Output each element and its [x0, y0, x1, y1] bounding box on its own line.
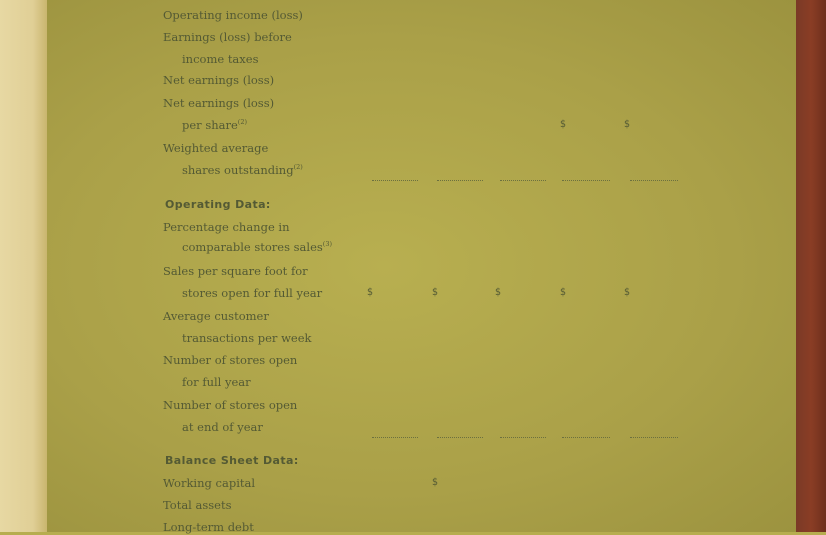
row-label: income taxes — [182, 52, 259, 66]
row-label: for full year — [182, 375, 251, 389]
row-label: Earnings (loss) before — [163, 30, 292, 44]
section-title: Operating Data: — [165, 198, 271, 211]
page-left-edge — [0, 0, 47, 532]
row-label: Working capital — [163, 476, 256, 490]
row-label-text: per share — [182, 118, 238, 132]
row-label: Long-term debt — [163, 520, 254, 534]
row-label-text: shares outstanding — [182, 163, 294, 177]
dollar-sign: $ — [367, 287, 374, 298]
row-label: Average customer — [163, 309, 269, 323]
book-cover-edge — [796, 0, 826, 532]
row-label: Total assets — [163, 498, 232, 512]
row-label: Operating income (loss) — [163, 8, 303, 22]
row-label: Weighted average — [163, 141, 269, 155]
dollar-sign: $ — [495, 287, 502, 298]
dollar-sign: $ — [432, 287, 439, 298]
row-label: Number of stores open — [163, 398, 298, 412]
row-label: Net earnings (loss) — [163, 73, 275, 87]
section-title: Balance Sheet Data: — [165, 454, 299, 467]
report-page — [47, 0, 796, 532]
dollar-sign: $ — [432, 477, 439, 488]
row-label: stores open for full year — [182, 286, 323, 300]
row-label: Net earnings (loss) — [163, 96, 275, 110]
dollar-sign: $ — [560, 287, 567, 298]
footnote-ref: (2) — [293, 163, 303, 172]
row-label: transactions per week — [182, 331, 312, 345]
row-label: at end of year — [182, 420, 263, 434]
row-label — [182, 239, 332, 255]
row-label: Number of stores open — [163, 353, 298, 367]
dollar-sign: $ — [624, 287, 631, 298]
dollar-sign: $ — [560, 119, 567, 130]
row-label — [182, 162, 303, 178]
row-label: Sales per square foot for — [163, 264, 308, 278]
dollar-sign: $ — [624, 119, 631, 130]
footnote-ref: (3) — [322, 240, 333, 249]
row-label: Percentage change in — [163, 220, 290, 234]
row-label — [182, 117, 247, 133]
footnote-ref: (2) — [237, 118, 248, 127]
row-label-text: comparable stores sales — [182, 240, 323, 254]
